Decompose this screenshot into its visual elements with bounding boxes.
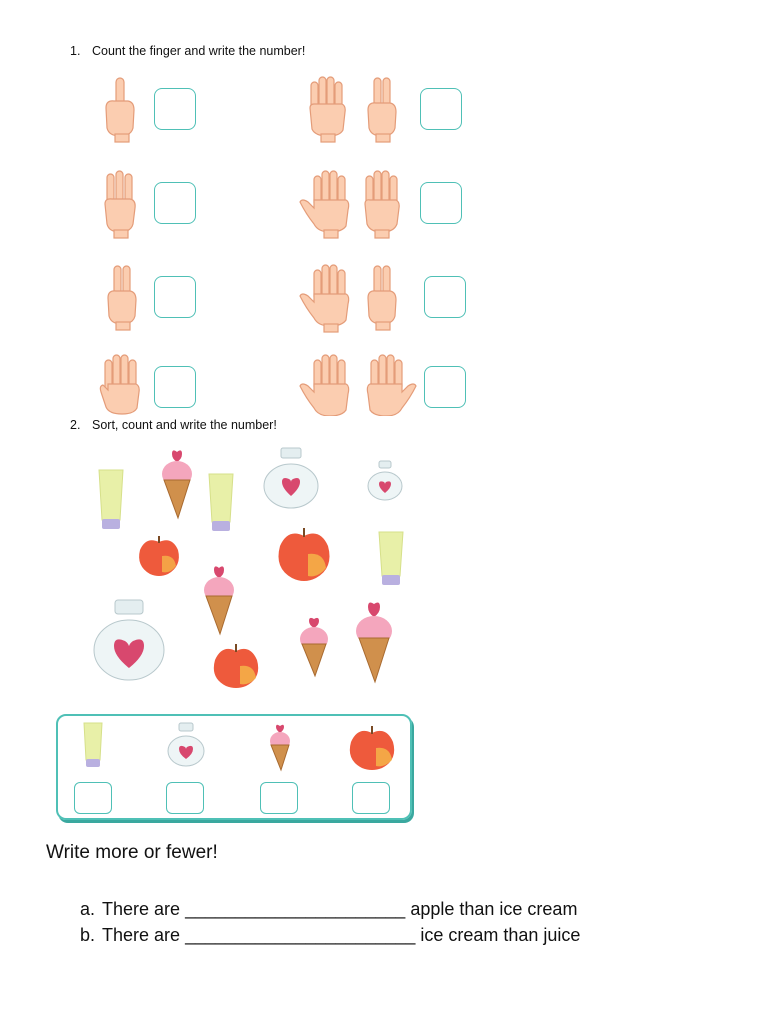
question-2-title [70,418,277,432]
hand-five-fingers-spread-icon [298,168,356,240]
bottle-icon [92,598,166,682]
answer-box[interactable] [154,88,196,130]
hand-five-fingers-spread-icon [298,352,356,416]
ice-cream-icon [268,722,292,772]
apple-icon [346,724,398,772]
answer-box[interactable] [154,276,196,318]
answer-blank[interactable]: _______________________ [185,925,416,945]
ice-cream-icon [354,598,394,684]
hand-four-fingers-icon [360,168,404,240]
ice-cream-icon [202,562,236,636]
hand-two-fingers-icon [362,74,402,144]
answer-box[interactable] [424,276,466,318]
sentence-label: a. [80,899,96,919]
apple-icon [210,642,262,690]
bottle-icon [366,460,404,502]
hand-two-fingers-icon [362,262,402,332]
question-2-number: 2. [70,418,81,432]
question-1-text: Count the finger and write the number! [92,44,306,58]
juice-icon [206,472,236,534]
ice-cream-icon [298,614,330,678]
juice-icon [82,722,104,770]
ice-cream-icon [160,446,194,520]
sentence-end: apple than ice cream [410,899,578,919]
bottle-count-box[interactable] [166,782,204,814]
answer-blank[interactable]: ______________________ [185,899,406,919]
sorting-panel [56,714,412,820]
sentence-start: There are [102,899,181,919]
answer-box[interactable] [154,182,196,224]
bottle-icon [262,446,320,510]
sentence-end: ice cream than juice [420,925,581,945]
juice-icon [376,530,406,588]
answer-box[interactable] [424,366,466,408]
answer-box[interactable] [420,88,462,130]
hand-five-fingers-spread-icon [360,352,418,416]
question-1-title [70,44,305,58]
row-4-crop [0,350,768,416]
apple-count-box[interactable] [352,782,390,814]
hand-one-finger-icon [100,74,140,144]
hand-five-fingers-icon [98,352,144,416]
apple-icon [136,534,182,578]
hand-five-fingers-icon [304,74,350,144]
juice-count-box[interactable] [74,782,112,814]
bottle-icon [166,722,206,768]
hand-three-fingers-icon [100,168,140,240]
ice-cream-count-box[interactable] [260,782,298,814]
answer-box[interactable] [154,366,196,408]
sentence-b [70,904,580,946]
sentence-label: b. [80,925,96,945]
answer-box[interactable] [420,182,462,224]
question-2-text: Sort, count and write the number! [92,418,277,432]
apple-icon [274,526,334,584]
hand-two-fingers-icon [102,262,142,332]
write-more-fewer-title: Write more or fewer! [46,842,218,863]
sentence-start: There are [102,925,181,945]
juice-icon [96,468,126,532]
question-1-number: 1. [70,44,81,58]
hand-five-fingers-spread-icon [298,262,356,334]
